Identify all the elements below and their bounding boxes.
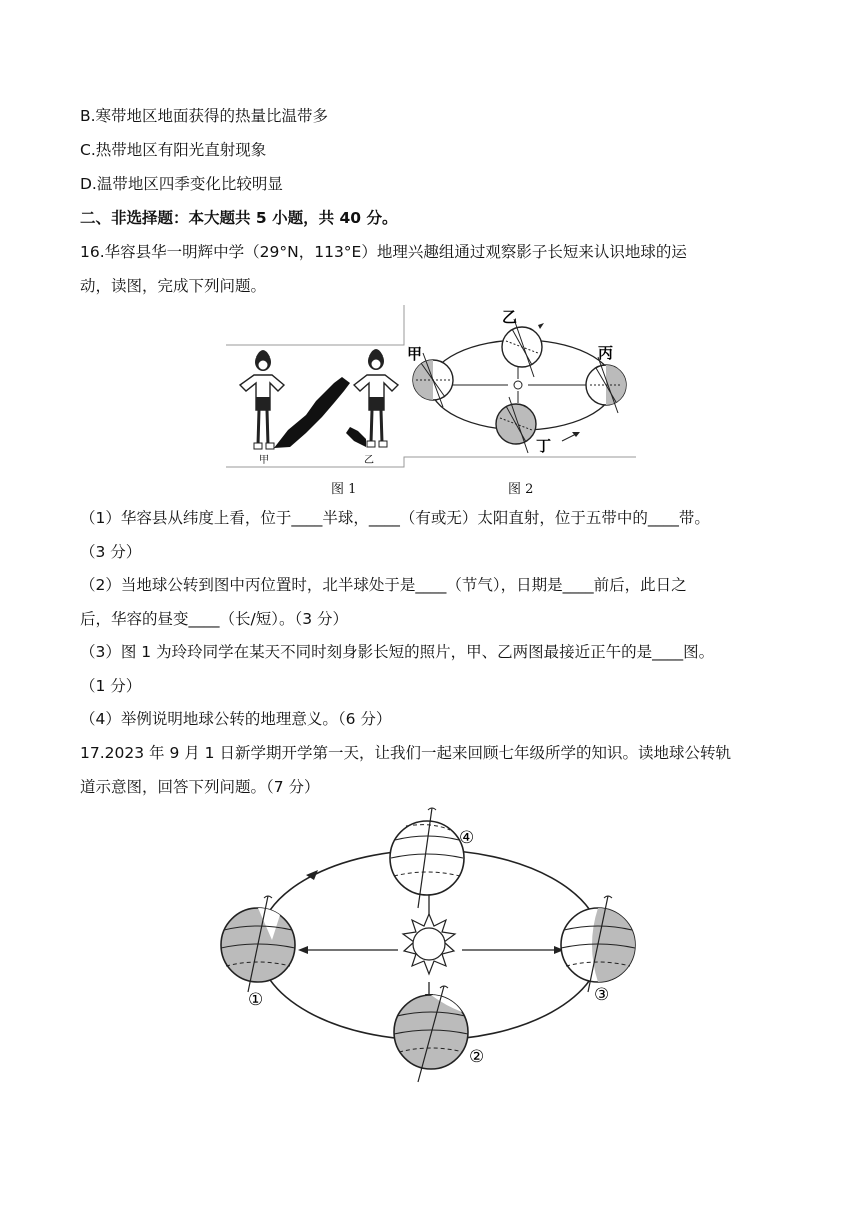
q16-sub1-line2: （3 分） <box>80 543 142 561</box>
earth-position-3 <box>561 896 635 992</box>
short-shadow <box>346 427 366 447</box>
q16-sub3-line2: （1 分） <box>80 677 142 695</box>
fig2-caption: 图 2 <box>508 482 534 497</box>
earth-position-1 <box>221 896 295 992</box>
q17-stem-line2: 道示意图，回答下列问题。（7 分） <box>80 778 320 796</box>
fig2-label-ding: 丁 <box>536 437 552 455</box>
section-heading: 二、非选择题：本大题共 5 小题，共 40 分。 <box>80 209 398 227</box>
fig2-label-yi: 乙 <box>502 308 518 326</box>
position-label-4: ④ <box>459 828 475 848</box>
earth-position-2 <box>394 986 468 1082</box>
earth-bing <box>586 357 626 413</box>
position-label-1: ① <box>248 990 264 1010</box>
sun-icon <box>514 381 522 389</box>
q16-sub3-line1: （3）图 1 为玲玲同学在某天不同时刻身影长短的照片，甲、乙两图最接近正午的是____图。 <box>80 643 715 661</box>
girl-figure-right <box>354 349 398 447</box>
q16-sub4: （4）举例说明地球公转的地理意义。（6 分） <box>80 710 392 728</box>
q16-sub1-line1: （1）华容县从纬度上看，位于____半球，____（有或无）太阳直射，位于五带中的____带。 <box>80 509 710 527</box>
q16-figures <box>226 305 636 470</box>
position-label-2: ② <box>469 1047 485 1067</box>
q16-sub2-line2: 后，华容的昼变____（长/短）。（3 分） <box>80 610 349 628</box>
fig1-label-right: 乙 <box>364 455 374 466</box>
fig1-caption: 图 1 <box>331 482 357 497</box>
q16-sub2-line1: （2）当地球公转到图中丙位置时，北半球处于是____（节气），日期是____前后，此日之 <box>80 576 687 594</box>
option-d: D.温带地区四季变化比较明显 <box>80 175 283 193</box>
q17-orbit-diagram <box>210 800 650 1090</box>
option-c: C.热带地区有阳光直射现象 <box>80 141 267 159</box>
q17-stem-line1: 17.2023 年 9 月 1 日新学期开学第一天，让我们一起来回顾七年级所学的知识。读地球公转轨 <box>80 744 731 762</box>
option-b: B.寒带地区地面获得的热量比温带多 <box>80 107 329 125</box>
position-label-3: ③ <box>594 985 610 1005</box>
fig2-label-jia: 甲 <box>407 345 423 363</box>
earth-ding <box>496 397 536 453</box>
q16-stem-line2: 动，读图，完成下列问题。 <box>80 277 267 295</box>
fig2-label-bing: 丙 <box>598 344 614 362</box>
earth-position-4 <box>390 808 464 908</box>
sun-icon <box>403 914 455 974</box>
long-shadow <box>274 377 350 448</box>
earth-yi <box>502 319 544 377</box>
q16-stem-line1: 16.华容县华一明辉中学（29°N，113°E）地理兴趣组通过观察影子长短来认识地球的运 <box>80 243 687 261</box>
fig1-label-left: 甲 <box>259 455 269 466</box>
girl-figure-left <box>240 350 284 449</box>
